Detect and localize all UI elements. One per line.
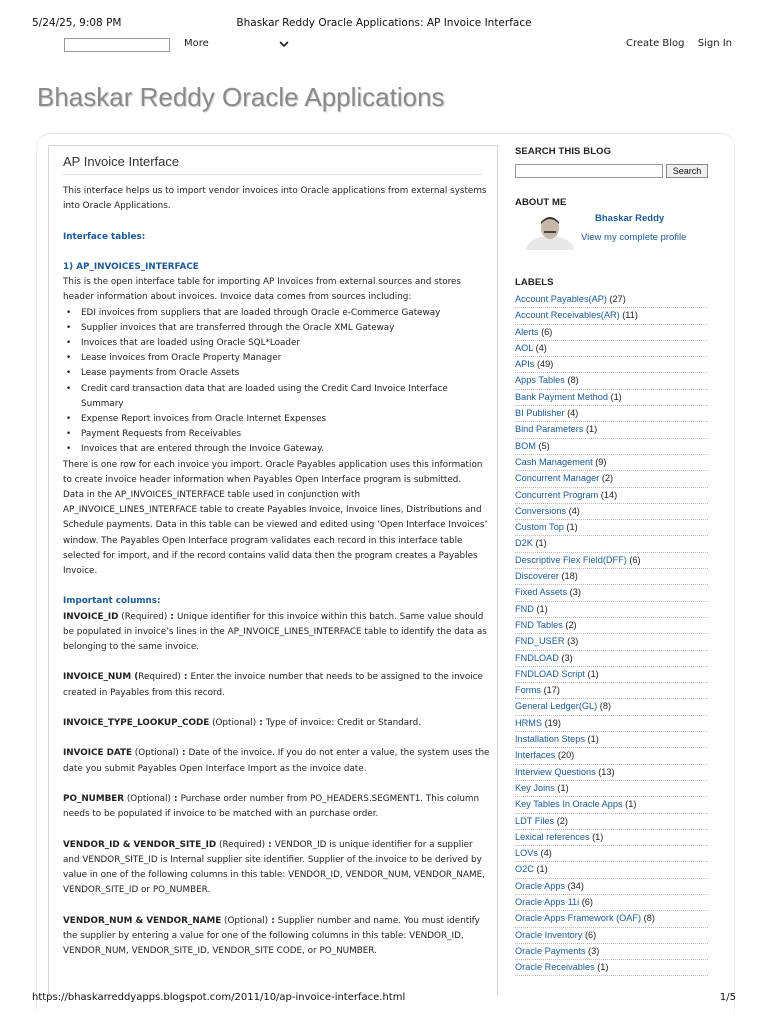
column-description: Supplier number and name. You must identify the supplier by entering a value for one of the following columns in this table: VENDOR_ID, VENDOR_NUM, VENDOR_SITE_ID, VENDOR_SITE CODE, or PO_NUMBER. bbox=[63, 915, 480, 957]
label-link[interactable]: Oracle Apps 11i bbox=[515, 896, 580, 907]
label-item[interactable] bbox=[515, 585, 708, 601]
label-link[interactable]: FNDLOAD bbox=[515, 652, 559, 663]
sidebar bbox=[515, 146, 711, 973]
label-item[interactable] bbox=[515, 471, 708, 487]
label-count: (4) bbox=[540, 848, 552, 859]
label-link[interactable]: HRMS bbox=[515, 717, 543, 728]
label-link[interactable]: Account Receivables(AR) bbox=[515, 310, 620, 321]
column-entry: VENDOR_ID & VENDOR_SITE_ID (Required) : VENDOR_ID is unique identifier for a supplier and VENDOR_SITE_ID is Internal supplier site identifier. Supplier of the invoice to be derived by value in one of the following columns in this table: VENDOR_ID, VENDOR_NUM, VENDOR_NAME, VENDOR_SITE_ID or PO_NUMBER. bbox=[63, 839, 485, 896]
list-item: • Supplier invoices that are transferred through the Oracle XML Gateway bbox=[81, 321, 491, 336]
label-item[interactable] bbox=[515, 830, 708, 846]
label-item[interactable] bbox=[515, 765, 708, 781]
label-item[interactable] bbox=[515, 814, 708, 830]
column-description: Enter the invoice number that needs to be assigned to the invoice created in Payables from this record. bbox=[63, 672, 483, 698]
invoice-sources-list bbox=[63, 306, 491, 458]
label-count: (4) bbox=[535, 342, 547, 353]
label-item[interactable] bbox=[515, 520, 708, 536]
chevron-down-icon[interactable] bbox=[278, 38, 290, 50]
label-link[interactable]: Oracle Receivables bbox=[515, 962, 595, 973]
label-count: (6) bbox=[584, 929, 597, 940]
label-item[interactable] bbox=[515, 536, 708, 552]
table1-heading: 1) AP_INVOICES_INTERFACE bbox=[63, 261, 199, 272]
label-count: (3) bbox=[569, 587, 581, 598]
label-link[interactable]: Account Payables(AP) bbox=[515, 294, 607, 304]
label-link[interactable]: AOL bbox=[515, 342, 534, 353]
label-link[interactable]: Installation Steps bbox=[515, 734, 585, 745]
label-count: (49) bbox=[536, 359, 554, 370]
post-title-divider bbox=[63, 174, 483, 175]
label-count: (9) bbox=[595, 456, 607, 467]
label-link[interactable]: Oracle Apps bbox=[515, 880, 566, 891]
label-item[interactable] bbox=[515, 911, 708, 927]
label-link[interactable]: Apps Tables bbox=[515, 375, 565, 386]
label-link[interactable]: Concurrent Manager bbox=[515, 473, 600, 484]
label-link[interactable]: Lexical references bbox=[515, 831, 590, 842]
label-count: (14) bbox=[600, 489, 618, 500]
table1-description: This is the open interface table for importing AP Invoices from external sources and stores header information about invoices. Invoice data comes from sources including: bbox=[63, 277, 462, 303]
label-count: (1) bbox=[610, 391, 622, 402]
print-document-title: Bhaskar Reddy Oracle Applications: AP Invoice Interface bbox=[236, 17, 532, 29]
label-item[interactable] bbox=[515, 634, 708, 650]
column-requirement: (Optional) bbox=[132, 748, 179, 759]
label-link[interactable]: Key Tables In Oracle Apps bbox=[515, 799, 623, 810]
print-page-number: 1/5 bbox=[719, 992, 736, 1003]
label-item[interactable] bbox=[515, 651, 708, 667]
one-row-paragraph: There is one row for each invoice you import. Oracle Payables application uses this information to create invoice header information when Payables Open Interface program is submitted. bbox=[63, 459, 483, 485]
label-count: (3) bbox=[561, 652, 573, 663]
label-item[interactable] bbox=[515, 325, 708, 341]
label-count: (2) bbox=[556, 815, 568, 826]
search-button[interactable]: Search bbox=[666, 164, 708, 178]
label-item[interactable] bbox=[515, 292, 708, 308]
label-item[interactable] bbox=[515, 683, 708, 699]
search-heading: SEARCH THIS BLOG bbox=[515, 146, 612, 157]
label-link[interactable]: FND bbox=[515, 603, 534, 614]
label-count: (18) bbox=[561, 571, 578, 582]
label-count: (34) bbox=[567, 880, 584, 891]
label-item[interactable] bbox=[515, 422, 708, 438]
label-count: (3) bbox=[567, 636, 579, 647]
column-requirement: (Optional) bbox=[124, 794, 171, 805]
label-count: (8) bbox=[599, 701, 612, 712]
label-count: (8) bbox=[567, 375, 579, 386]
navbar-search-input[interactable] bbox=[64, 38, 170, 52]
label-item[interactable] bbox=[515, 879, 708, 895]
label-item[interactable] bbox=[515, 602, 708, 618]
column-entry: PO_NUMBER (Optional) : Purchase order number from PO_HEADERS.SEGMENT1. This column needs to be populated if invoice to be matched with an purchase order. bbox=[63, 794, 480, 820]
label-link[interactable]: Custom Top bbox=[515, 522, 564, 533]
column-name: INVOICE DATE bbox=[63, 748, 133, 759]
label-item[interactable] bbox=[515, 341, 708, 357]
print-timestamp: 5/24/25, 9:08 PM bbox=[32, 17, 122, 29]
label-count: (6) bbox=[581, 896, 593, 907]
label-link[interactable]: FND Tables bbox=[515, 619, 563, 630]
navbar-more-button[interactable]: More bbox=[184, 38, 209, 49]
list-item: • Credit card transaction data that are loaded using the Credit Card Invoice Interface Summary bbox=[81, 382, 491, 412]
important-columns-heading: Important columns: bbox=[63, 596, 161, 607]
column-description: Unique identifier for this invoice within this batch. Same value should be populated in invoice’s lines in the AP_INVOICE_LINES_INTERFACE table to identify the data as belonging to the same invoice. bbox=[63, 611, 487, 653]
label-item[interactable] bbox=[515, 569, 708, 585]
label-item[interactable] bbox=[515, 797, 708, 813]
label-item[interactable] bbox=[515, 357, 708, 373]
labels-list bbox=[515, 292, 708, 976]
column-requirement: Required) bbox=[138, 672, 181, 683]
label-item[interactable] bbox=[515, 781, 708, 797]
label-link[interactable]: LDT Files bbox=[515, 815, 555, 826]
label-count: (13) bbox=[598, 766, 615, 777]
column-name: VENDOR_NUM & VENDOR_NAME bbox=[63, 915, 222, 926]
label-count: (2) bbox=[565, 619, 577, 630]
label-link[interactable]: Key Joins bbox=[515, 782, 555, 793]
label-count: (6) bbox=[629, 554, 641, 565]
column-name: INVOICE_TYPE_LOOKUP_CODE bbox=[63, 718, 210, 729]
label-item[interactable] bbox=[515, 748, 708, 764]
profile-name-link[interactable]: Bhaskar Reddy bbox=[595, 213, 665, 224]
column-requirement: (Required) bbox=[216, 839, 266, 850]
label-link[interactable]: Cash Management bbox=[515, 456, 593, 467]
label-link[interactable]: Conversions bbox=[515, 505, 567, 516]
label-count: (1) bbox=[592, 831, 604, 842]
label-count: (27) bbox=[609, 294, 626, 304]
label-link[interactable]: Bind Parameters bbox=[515, 424, 584, 435]
list-item: • Invoices that are entered through the Invoice Gateway. bbox=[81, 442, 491, 457]
label-count: (1) bbox=[536, 603, 548, 614]
label-item[interactable] bbox=[515, 439, 708, 455]
column-description: Date of the invoice. If you do not enter a value, the system uses the date you submit Payables Open Interface Import as the invoice date. bbox=[63, 748, 490, 774]
column-description: Purchase order number from PO_HEADERS.SEGMENT1. This column needs to be populated if invoice to be matched with an purchase order. bbox=[63, 794, 480, 820]
navbar bbox=[32, 36, 732, 54]
label-link[interactable]: BOM bbox=[515, 440, 536, 451]
label-count: (1) bbox=[557, 782, 569, 793]
navbar-actions bbox=[616, 38, 732, 49]
label-count: (1) bbox=[536, 864, 548, 875]
label-item[interactable] bbox=[515, 488, 708, 504]
column-name: VENDOR_ID & VENDOR_SITE_ID bbox=[63, 839, 217, 850]
print-url: https://bhaskarreddyapps.blogspot.com/2011/10/ap-invoice-interface.html bbox=[32, 992, 406, 1003]
label-link[interactable]: Descriptive Flex Field(DFF) bbox=[515, 554, 627, 565]
avatar[interactable] bbox=[523, 214, 577, 250]
label-link[interactable]: APIs bbox=[515, 359, 535, 370]
column-name: INVOICE_NUM ( bbox=[63, 672, 139, 683]
label-link[interactable]: Alerts bbox=[515, 326, 539, 337]
column-entry: INVOICE_TYPE_LOOKUP_CODE (Optional) : Type of invoice: Credit or Standard. bbox=[63, 718, 421, 729]
label-count: (1) bbox=[586, 424, 598, 435]
data-paragraph: Data in the AP_INVOICES_INTERFACE table used in conjunction with AP_INVOICE_LINES_INTERFACE table to create Payables Invoice, Invoice lines, Distributions and Schedule payments. Data in this table can be viewed and edited using ‘Open Interface Invoices’ window. The Payables Open Interface program validates each record in this interface table selected for import, and if the record contains valid data then the program creates a Payables Invoice. bbox=[63, 490, 488, 577]
column-entry: INVOICE_ID (Required) : Unique identifier for this invoice within this batch. Same value should be populated in invoice’s lines in the AP_INVOICE_LINES_INTERFACE table to identify the data as belonging to the same invoice. bbox=[63, 611, 487, 653]
label-link[interactable]: FNDLOAD Script bbox=[515, 668, 585, 679]
label-link[interactable]: Fixed Assets bbox=[515, 587, 568, 598]
label-link[interactable]: LOVs bbox=[515, 848, 538, 859]
label-item[interactable] bbox=[515, 944, 708, 960]
label-count: (17) bbox=[543, 685, 560, 696]
label-link[interactable]: O2C bbox=[515, 864, 534, 875]
label-item[interactable] bbox=[515, 504, 708, 520]
label-item[interactable] bbox=[515, 618, 708, 634]
print-footer bbox=[32, 992, 736, 1006]
label-item[interactable] bbox=[515, 308, 708, 324]
label-count: (6) bbox=[541, 326, 553, 337]
label-count: (1) bbox=[535, 538, 547, 549]
label-item[interactable] bbox=[515, 406, 708, 422]
intro-paragraph: This interface helps us to import vendor invoices into Oracle applications from external systems into Oracle Applications. bbox=[63, 186, 487, 212]
list-item: • Lease payments from Oracle Assets bbox=[81, 366, 491, 381]
label-item[interactable] bbox=[515, 846, 708, 862]
list-item: • EDI invoices from suppliers that are loaded through Oracle e-Commerce Gateway bbox=[81, 306, 491, 321]
label-item[interactable] bbox=[515, 553, 708, 569]
label-count: (4) bbox=[568, 505, 580, 516]
label-count: (8) bbox=[643, 913, 655, 924]
label-link[interactable]: BI Publisher bbox=[515, 408, 565, 419]
label-link[interactable]: Oracle Apps Framework (OAF) bbox=[515, 913, 642, 924]
list-item: • Expense Report invoices from Oracle Internet Expenses bbox=[81, 412, 491, 427]
label-link[interactable]: Interfaces bbox=[515, 750, 556, 761]
label-count: (3) bbox=[588, 945, 600, 956]
label-count: (1) bbox=[566, 522, 578, 533]
column-name: PO_NUMBER bbox=[63, 794, 125, 805]
list-item: • Invoices that are loaded using Oracle SQL*Loader bbox=[81, 336, 491, 351]
label-item[interactable] bbox=[515, 928, 708, 944]
label-link[interactable]: FND_USER bbox=[515, 636, 565, 647]
label-count: (1) bbox=[587, 668, 599, 679]
column-description: Type of invoice: Credit or Standard. bbox=[265, 718, 421, 729]
label-count: (19) bbox=[544, 717, 561, 728]
sign-in-link[interactable]: Sign In bbox=[697, 38, 732, 49]
label-link[interactable]: Concurrent Program bbox=[515, 489, 599, 500]
label-count: (1) bbox=[625, 799, 637, 810]
column-entry: INVOICE_NUM (Required) : Enter the invoice number that needs to be assigned to the invoice created in Payables from this record. bbox=[63, 672, 483, 698]
label-link[interactable]: D2K bbox=[515, 538, 533, 549]
post-title: AP Invoice Interface bbox=[63, 154, 180, 169]
label-count: (1) bbox=[587, 734, 599, 745]
column-description: VENDOR_ID is unique identifier for a supplier and VENDOR_SITE_ID is Internal supplier site identifier. Supplier of the invoice to be derived by value in one of the following columns in this table: VENDOR_ID, VENDOR_NUM, VENDOR_NAME, VENDOR_SITE_ID or PO_NUMBER. bbox=[63, 839, 485, 896]
column-requirement: (Optional) bbox=[209, 718, 257, 729]
post-body bbox=[63, 184, 491, 959]
label-item[interactable] bbox=[515, 732, 708, 748]
interface-tables-heading: Interface tables: bbox=[63, 231, 146, 242]
label-count: (2) bbox=[601, 473, 614, 484]
search-widget bbox=[515, 164, 711, 178]
label-item[interactable] bbox=[515, 716, 708, 732]
view-profile-link[interactable]: View my complete profile bbox=[581, 232, 687, 243]
list-item: • Lease invoices from Oracle Property Manager bbox=[81, 351, 491, 366]
label-item[interactable] bbox=[515, 862, 708, 878]
label-link[interactable]: Discoverer bbox=[515, 571, 559, 582]
label-count: (4) bbox=[567, 408, 579, 419]
search-input[interactable] bbox=[515, 164, 663, 178]
create-blog-link[interactable]: Create Blog bbox=[626, 38, 685, 49]
post bbox=[48, 145, 498, 996]
label-link[interactable]: Oracle Inventory bbox=[515, 929, 583, 940]
label-link[interactable]: Forms bbox=[515, 685, 542, 696]
column-entry: INVOICE DATE (Optional) : Date of the invoice. If you do not enter a value, the system uses the date you submit Payables Open Interface Import as the invoice date. bbox=[63, 748, 490, 774]
column-requirement: (Optional) bbox=[221, 915, 269, 926]
label-count: (11) bbox=[622, 310, 638, 321]
label-link[interactable]: General Ledger(GL) bbox=[515, 701, 598, 712]
label-count: (20) bbox=[557, 750, 575, 761]
label-item[interactable] bbox=[515, 960, 708, 976]
label-item[interactable] bbox=[515, 390, 708, 406]
label-link[interactable]: Oracle Payments bbox=[515, 945, 586, 956]
label-item[interactable] bbox=[515, 667, 708, 683]
label-link[interactable]: Bank Payment Method bbox=[515, 391, 608, 402]
label-link[interactable]: Interview Questions bbox=[515, 766, 596, 777]
label-item[interactable] bbox=[515, 895, 708, 911]
labels-heading: LABELS bbox=[515, 277, 554, 288]
column-name: INVOICE_ID bbox=[63, 611, 119, 622]
about-heading: ABOUT ME bbox=[515, 197, 567, 208]
label-item[interactable] bbox=[515, 373, 708, 389]
column-entry: VENDOR_NUM & VENDOR_NAME (Optional) : Supplier number and name. You must identify the supplier by entering a value for one of the following columns in this table: VENDOR_ID, VENDOR_NUM, VENDOR_SITE_ID, VENDOR_SITE CODE, or PO_NUMBER. bbox=[63, 915, 480, 957]
column-requirement: (Required) bbox=[118, 611, 168, 622]
blog-title[interactable]: Bhaskar Reddy Oracle Applications bbox=[37, 82, 445, 112]
label-item[interactable] bbox=[515, 455, 708, 471]
list-item: • Payment Requests from Receivables bbox=[81, 427, 491, 442]
label-item[interactable] bbox=[515, 699, 708, 715]
print-header bbox=[32, 17, 736, 31]
label-count: (1) bbox=[597, 962, 609, 973]
label-count: (5) bbox=[538, 440, 550, 451]
